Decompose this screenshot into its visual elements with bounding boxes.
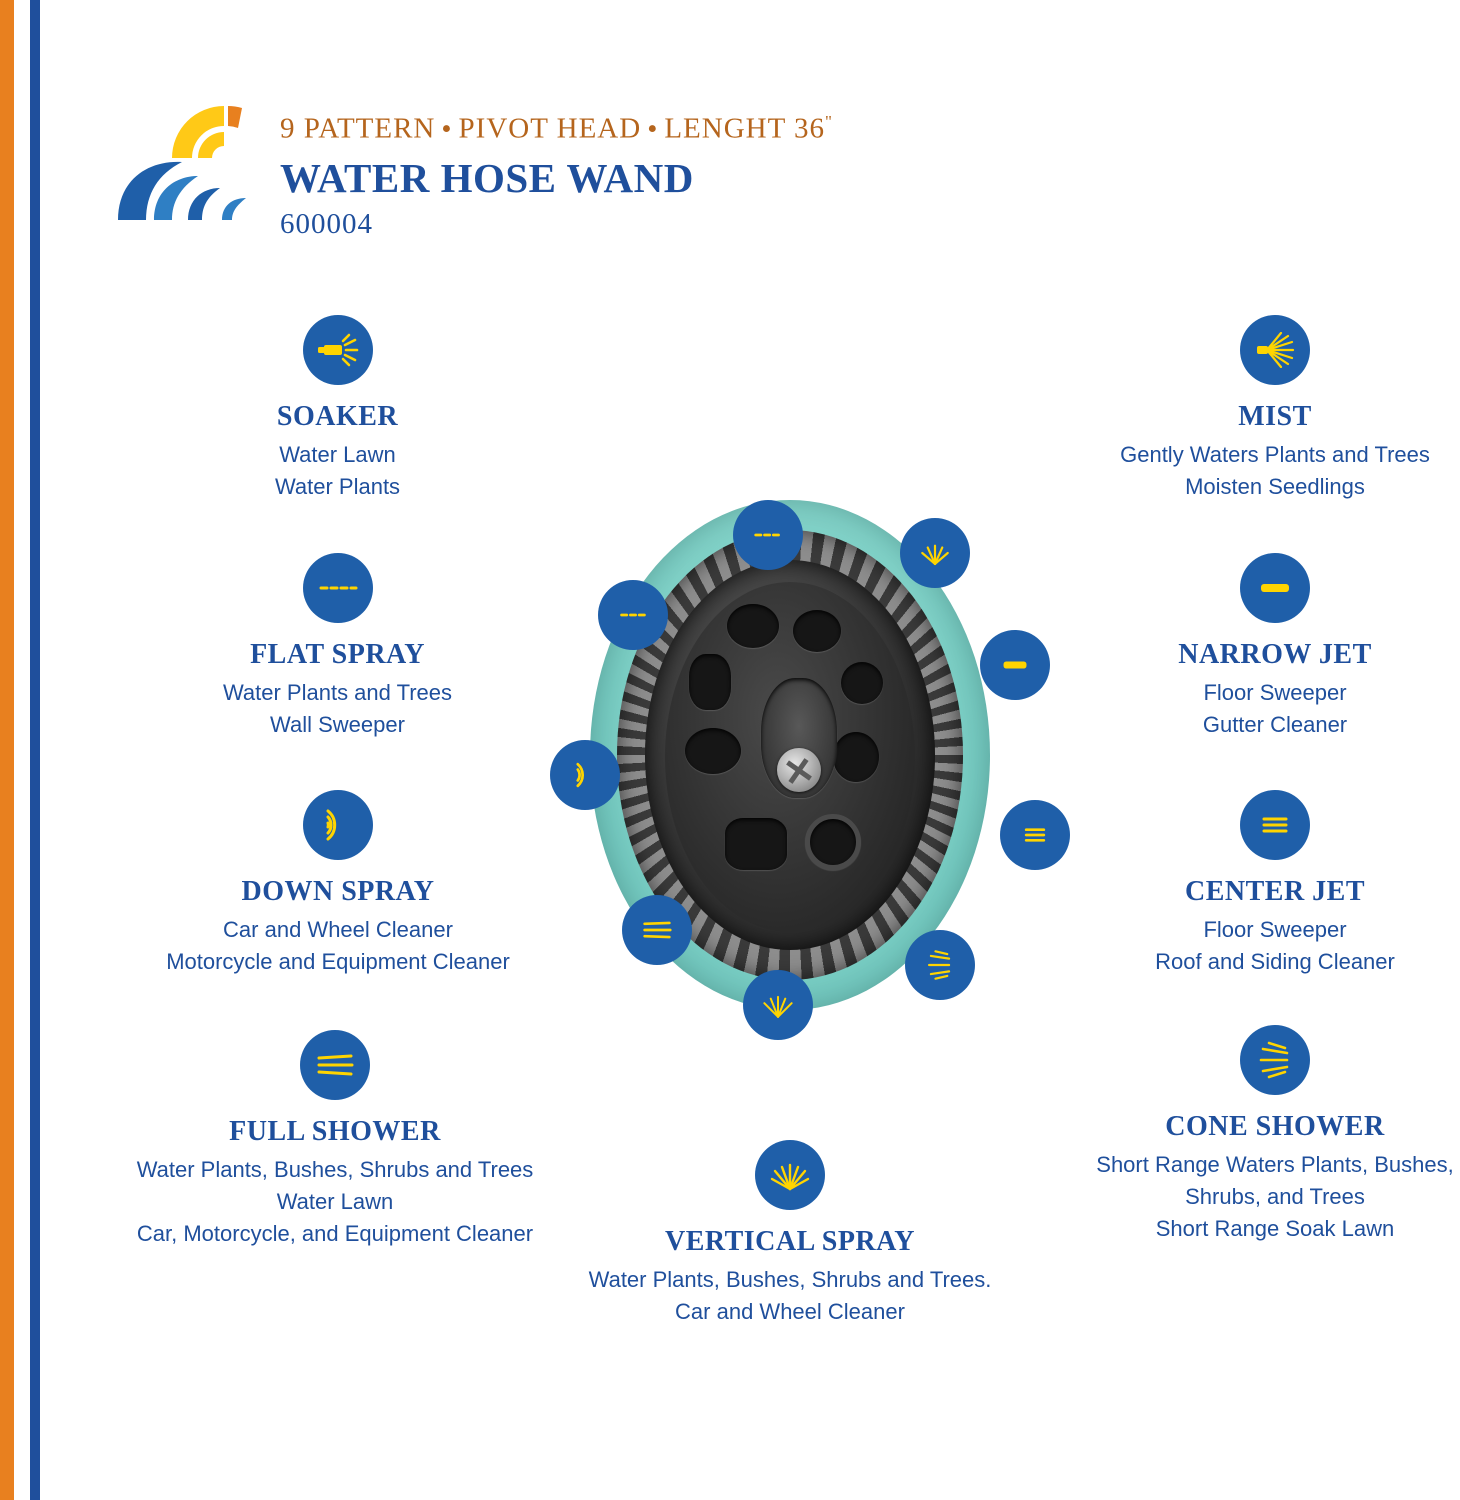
feature-desc-line: Short Range Waters Plants, Bushes, — [1096, 1152, 1454, 1177]
feature-desc-line: Roof and Siding Cleaner — [1155, 948, 1395, 974]
feature-flat-spray — [130, 553, 545, 741]
header-tagline — [280, 112, 833, 146]
tagline-length: LENGHT 36 — [664, 112, 826, 145]
callout-flat-spray — [733, 500, 803, 570]
feature-title: VERTICAL SPRAY — [664, 1226, 916, 1257]
feature-mist — [1045, 315, 1460, 503]
feature-desc-line: Moisten Seedlings — [1185, 473, 1365, 499]
callout-full-shower — [622, 895, 692, 965]
callout-vertical-spray — [743, 970, 813, 1040]
callout-narrow-jet — [980, 630, 1050, 700]
feature-desc-line: Car and Wheel Cleaner — [675, 1298, 905, 1324]
flat-spray-icon — [303, 553, 373, 623]
sun-wave-logo-icon — [110, 70, 260, 230]
callout-soaker — [900, 518, 970, 588]
mist-icon — [1240, 315, 1310, 385]
nozzle-port — [727, 604, 779, 648]
feature-desc-line: Car and Wheel Cleaner — [223, 917, 453, 942]
down-spray-icon — [303, 790, 373, 860]
page-title: WATER HOSE WAND — [280, 154, 694, 201]
header — [110, 70, 833, 241]
nozzle-port — [685, 728, 741, 774]
callout-center-jet — [1000, 800, 1070, 870]
tagline-inch-mark: " — [825, 112, 833, 131]
feature-desc-line: Short Range Soak Lawn — [1155, 1215, 1395, 1241]
nozzle-port — [793, 610, 841, 652]
feature-title: FLAT SPRAY — [250, 639, 425, 670]
feature-desc-line: Water Plants, Bushes, Shrubs and Trees — [136, 1157, 534, 1182]
feature-center-jet — [1045, 790, 1460, 978]
feature-title: MIST — [1238, 401, 1312, 432]
feature-desc-line: Water Plants and Trees — [222, 680, 453, 705]
feature-title: NARROW JET — [1178, 639, 1372, 670]
full-shower-icon — [300, 1030, 370, 1100]
feature-title: CENTER JET — [1184, 876, 1366, 907]
feature-desc-line: Water Lawn — [276, 1188, 394, 1214]
feature-desc-line: Floor Sweeper — [1203, 917, 1347, 942]
feature-soaker — [130, 315, 545, 503]
feature-desc-line: Shrubs, and Trees — [1185, 1183, 1365, 1209]
feature-title: DOWN SPRAY — [241, 876, 435, 907]
left-blue-edge-bar — [30, 0, 40, 1500]
feature-desc-line: Motorcycle and Equipment Cleaner — [166, 948, 510, 974]
nozzle-port — [725, 818, 787, 870]
left-orange-edge-bar — [0, 0, 14, 1500]
callout-cone-shower — [905, 930, 975, 1000]
feature-cone-shower — [1030, 1025, 1460, 1245]
feature-desc-line: Water Lawn — [279, 442, 396, 467]
feature-full-shower — [100, 1030, 570, 1250]
nozzle-port — [689, 654, 731, 710]
feature-desc-line: Water Plants — [274, 473, 401, 499]
soaker-spray-icon — [303, 315, 373, 385]
feature-desc-line: Gutter Cleaner — [1202, 711, 1348, 737]
feature-title: FULL SHOWER — [229, 1116, 441, 1147]
product-code: 600004 — [280, 207, 373, 240]
feature-desc-line: Water Plants, Bushes, Shrubs and Trees. — [588, 1267, 992, 1292]
center-jet-icon — [1240, 790, 1310, 860]
narrow-jet-icon — [1240, 553, 1310, 623]
feature-desc-line: Car, Motorcycle, and Equipment Cleaner — [136, 1220, 534, 1246]
tagline-separator-1: • — [441, 112, 453, 145]
feature-vertical-spray — [560, 1140, 1020, 1328]
nozzle-port — [805, 814, 861, 870]
tagline-pivot: PIVOT HEAD — [458, 112, 642, 145]
nozzle-port — [841, 662, 883, 704]
nozzle-head-photo — [565, 490, 1015, 1030]
feature-title: SOAKER — [276, 401, 399, 432]
nozzle-center-screw-icon — [777, 748, 821, 792]
feature-title: CONE SHOWER — [1165, 1111, 1385, 1142]
callout-down-spray — [550, 740, 620, 810]
feature-narrow-jet — [1045, 553, 1460, 741]
callout-mist — [598, 580, 668, 650]
feature-desc-line: Wall Sweeper — [270, 711, 405, 737]
feature-down-spray — [118, 790, 558, 978]
feature-desc-line: Gently Waters Plants and Trees — [1120, 442, 1430, 467]
nozzle-port — [833, 732, 879, 782]
vertical-spray-icon — [755, 1140, 825, 1210]
tagline-pattern: 9 PATTERN — [280, 112, 436, 145]
cone-shower-icon — [1240, 1025, 1310, 1095]
tagline-separator-2: • — [647, 112, 659, 145]
feature-desc-line: Floor Sweeper — [1203, 680, 1347, 705]
